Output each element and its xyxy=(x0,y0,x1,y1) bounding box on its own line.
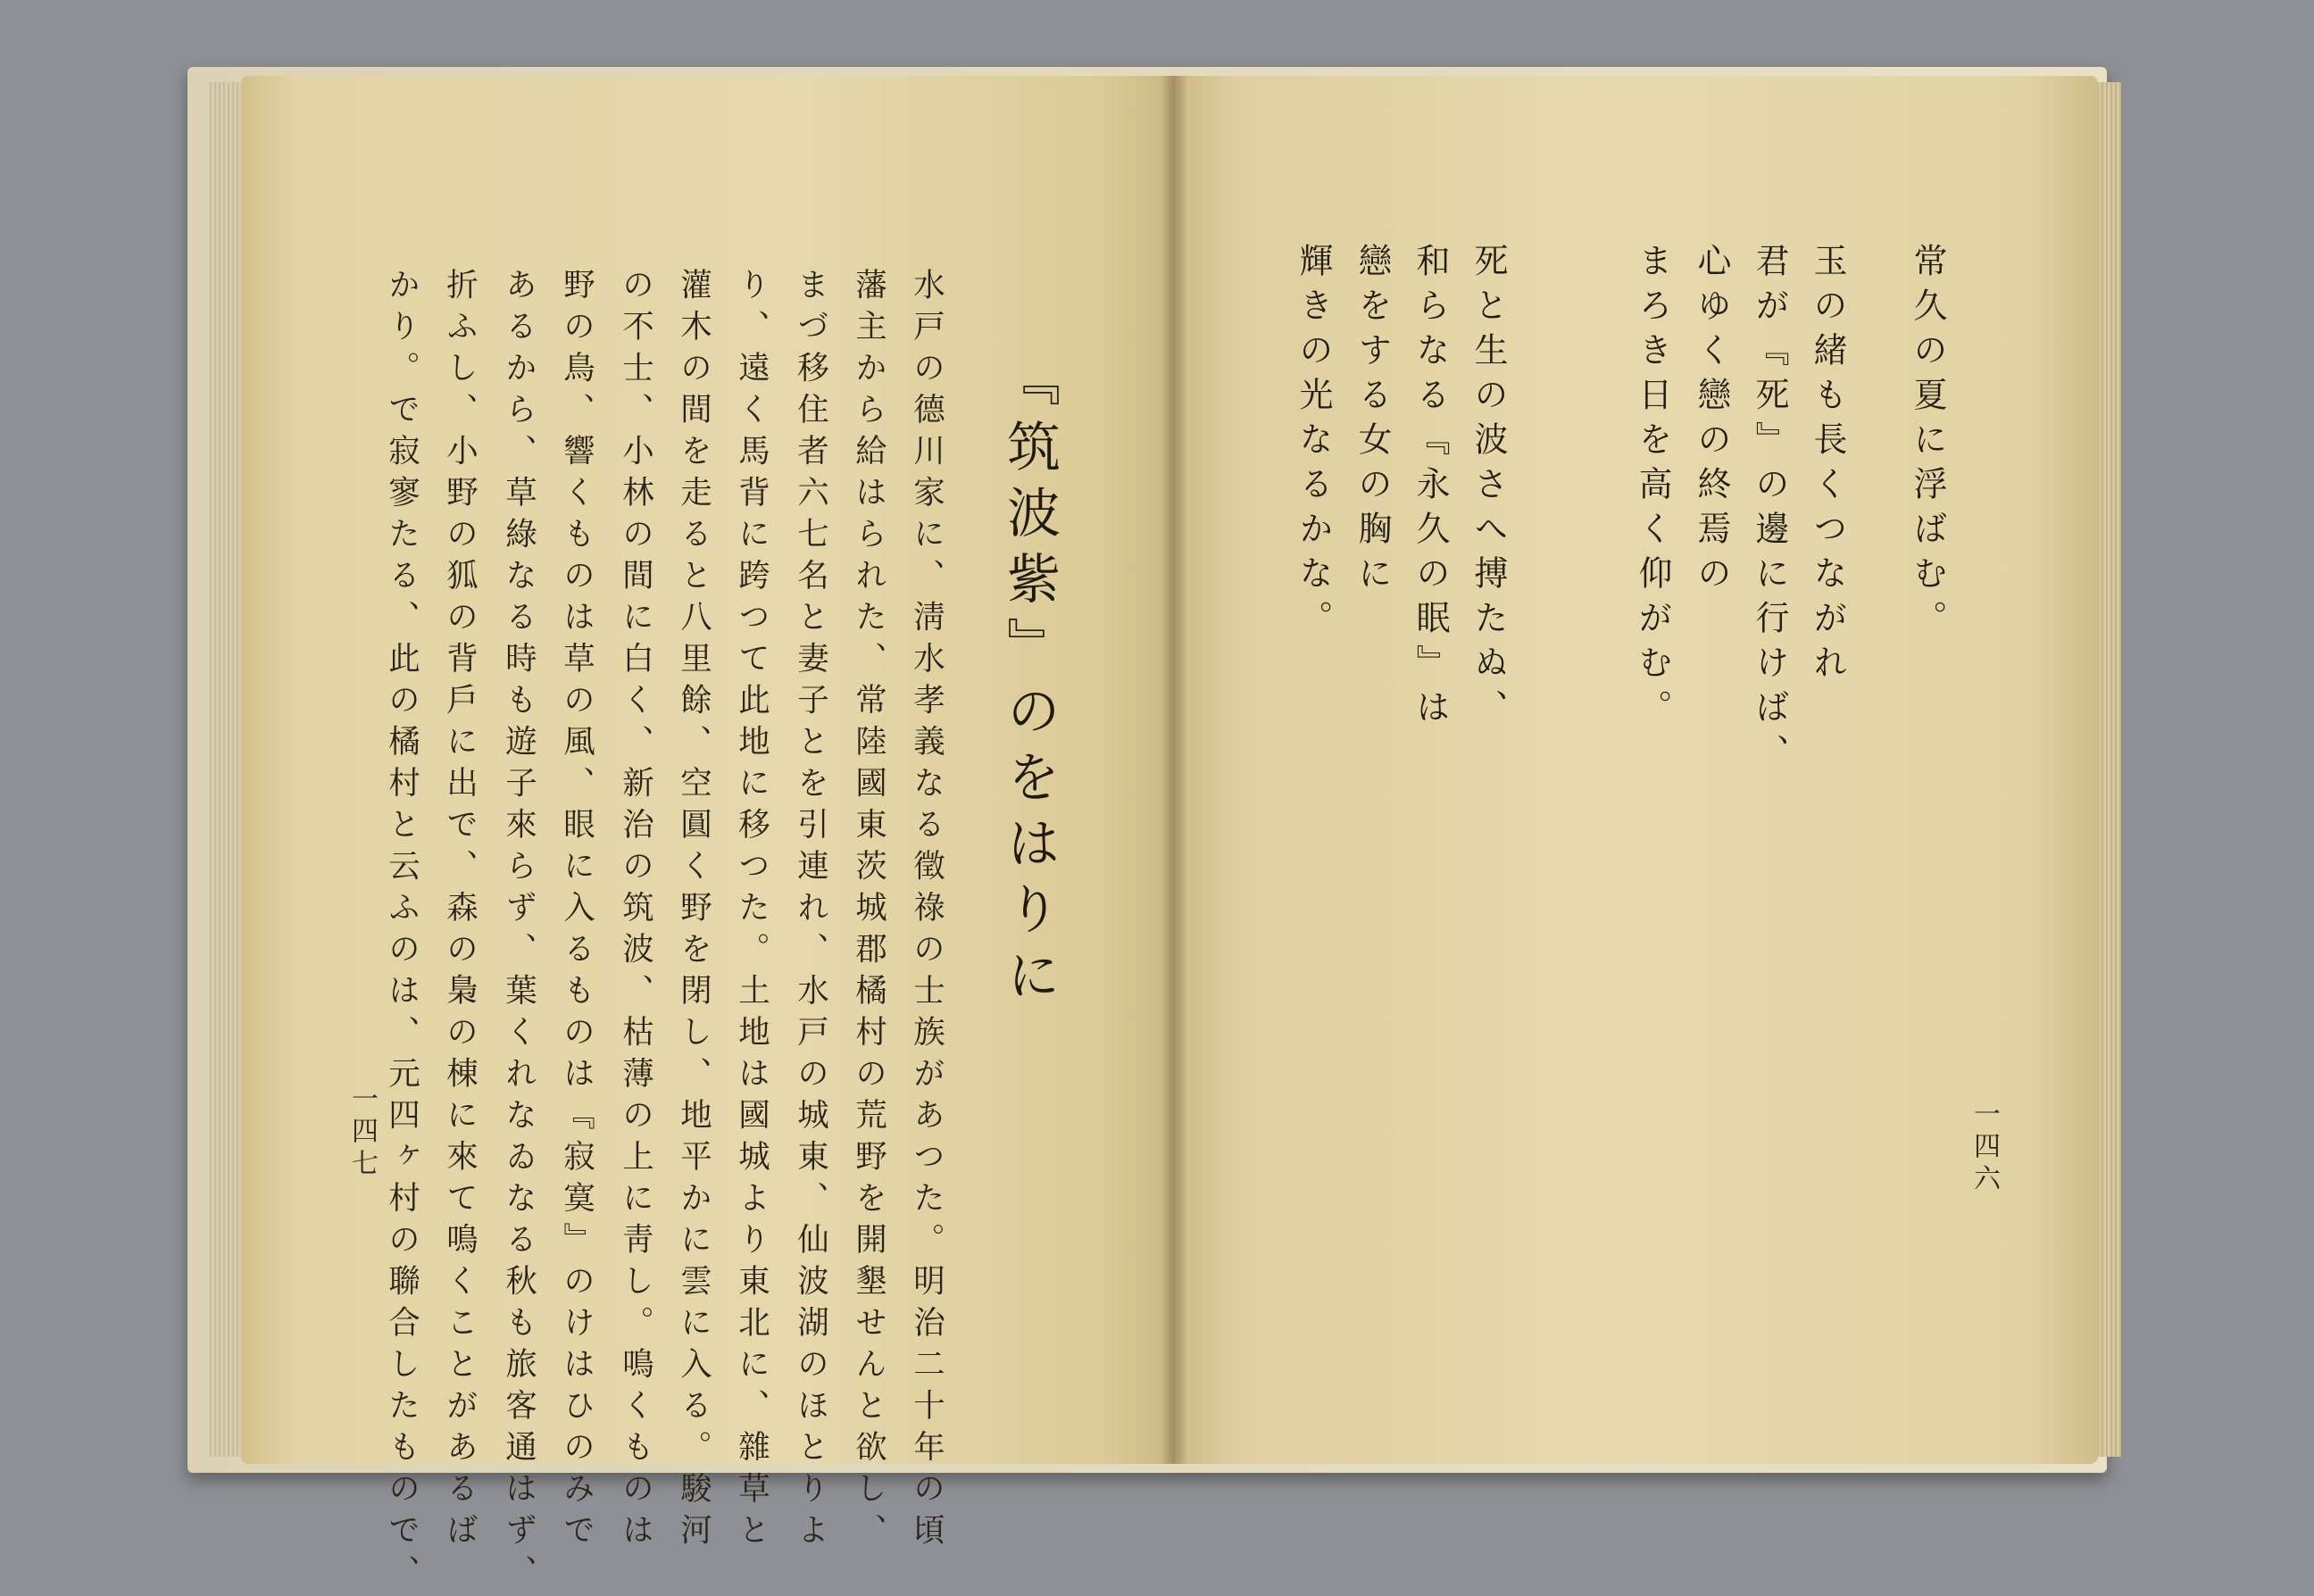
left-page-number: 一四七 xyxy=(346,1085,378,1181)
poem-line-3: 君が『死』の邊に行けば、 xyxy=(1750,243,1789,778)
poem-line-1: 常久の夏に浮ばむ。 xyxy=(1908,243,1947,644)
body-column-5: 灌木の間を走ると八里餘、空圓く野を閉し、地平かに雲に入る。駿河 xyxy=(675,268,712,1555)
body-column-8: あるから、草綠なる時も遊子來らず、葉くれなゐなる秋も旅客通はず、 xyxy=(500,268,537,1596)
body-column-7: 野の鳥、響くものは草の風、眼に入るものは『寂寞』のけはひのみで xyxy=(558,268,595,1555)
poem-line-2: 玉の緒も長くつながれ xyxy=(1808,243,1847,689)
body-column-4: り、遠く馬背に跨つて此地に移つた。土地は國城より東北に、雜草と xyxy=(733,268,770,1555)
body-column-1: 水戸の德川家に、淸水孝義なる徵祿の士族があつた。明治二十年の頃 xyxy=(908,268,945,1555)
poem-line-7: 和らなる『永久の眠』は xyxy=(1411,243,1450,734)
right-page-stack xyxy=(2094,82,2121,1457)
poem-line-9: 輝きの光なるかな。 xyxy=(1294,243,1333,644)
poem-line-6: 死と生の波さへ搏たぬ、 xyxy=(1469,243,1508,734)
body-column-3: まづ移住者六七名と妻子とを引連れ、水戸の城東、仙波湖のほとりよ xyxy=(792,268,829,1555)
book-gutter xyxy=(1161,76,1187,1464)
section-title: 『筑波紫』のをはりに xyxy=(998,353,1061,1013)
body-column-10: かり。で寂寥たる、此の橘村と云ふのは、元四ヶ村の聯合したもので、 xyxy=(383,268,420,1596)
poem-line-8: 戀をする女の胸に xyxy=(1353,243,1392,600)
left-page-stack xyxy=(207,82,243,1457)
poem-line-5: まろき日を高く仰がむ。 xyxy=(1633,243,1672,734)
body-column-2: 藩主から給はられた、常陸國東茨城郡橘村の荒野を開墾せんと欲し、 xyxy=(850,268,887,1555)
poem-line-4: 心ゆく戀の終焉の xyxy=(1692,243,1731,600)
body-column-6: の不士、小林の間に白く、新治の筑波、枯薄の上に靑し。鳴くものは xyxy=(617,268,654,1555)
right-page-number: 一四六 xyxy=(1969,1100,2000,1196)
body-column-9: 折ふし、小野の狐の背戶に出で、森の梟の棟に來て鳴くことがあるば xyxy=(441,268,479,1555)
